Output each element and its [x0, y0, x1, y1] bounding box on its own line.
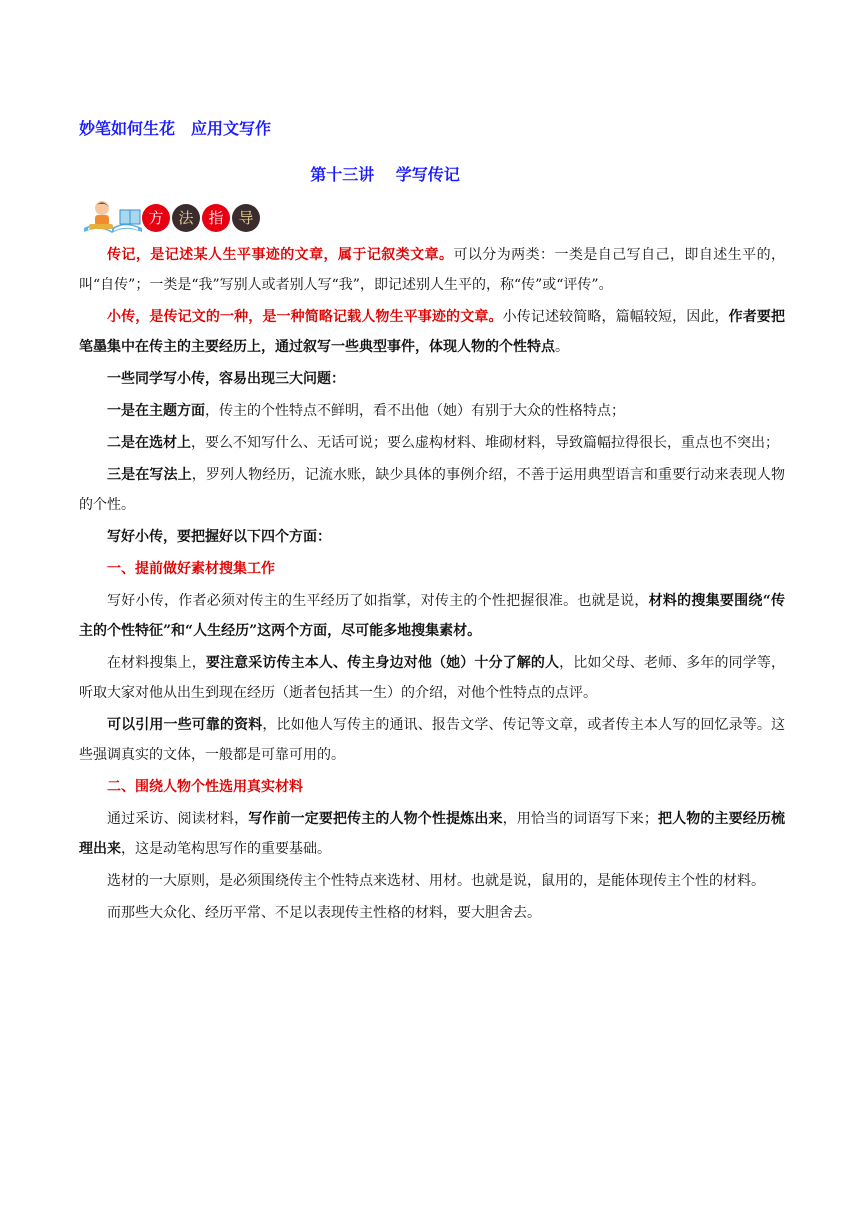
- text-run: 选材的一大原则，是必须围绕传主个性特点来选材、用材。也就是说，鼠用的，是能体现传主个性的材料。: [107, 873, 765, 889]
- text-run: 材料的搜集要围绕“传主的个性特征”和“人生经历”这两个方面，尽可能多地搜集素材。: [79, 593, 785, 639]
- method-guide-banner: [80, 198, 280, 238]
- text-run: ，这是动笔构思写作的重要基础。: [121, 841, 331, 857]
- text-run: ，要么不知写什么、无话可说；要么虚构材料、堆砌材料，导致篇幅拉得很长，重点也不突出；: [191, 435, 779, 451]
- text-run: 小传，是传记文的一种，是一种简略记载人物生平事迹的文章。: [107, 309, 503, 325]
- text-run: 一些同学写小传，容易出现三大问题：: [107, 371, 345, 387]
- paragraph: [79, 240, 785, 300]
- paragraph: [79, 804, 785, 864]
- text-run: 写作前一定要把传主的人物个性提炼出来: [248, 811, 503, 827]
- series-title: 妙笔如何生花 应用文写作: [79, 119, 272, 138]
- text-run: 二是在选材上: [107, 435, 191, 451]
- text-run: ，传主的个性特点不鲜明，看不出他（她）有别于大众的性格特点；: [205, 403, 625, 419]
- text-run: ，比如他人写传主的通讯、报告文学、传记等文章，或者传主本人写的回忆录等。这些强调真实的文体，一般都是可靠可用的。: [79, 717, 785, 763]
- paragraph: [79, 898, 785, 928]
- text-run: 作者要把笔墨集中在传主的主要经历上，通过叙写一些典型事件，体现人物的个性特点: [79, 309, 786, 355]
- paragraph: [79, 866, 785, 896]
- text-run: 三是在写法上: [107, 467, 192, 483]
- paragraph: [79, 364, 785, 394]
- text-run: 传记，是记述某人生平事迹的文章，属于记叙类文章。: [107, 247, 454, 263]
- text-run: 写好小传，作者必须对传主的生平经历了如指掌，对传主的个性把握很准。也就是说，: [107, 593, 649, 609]
- text-run: 通过采访、阅读材料，: [107, 811, 249, 827]
- banner-char-1: 方: [142, 204, 170, 232]
- paragraph: [79, 428, 785, 458]
- text-run: 把人物的主要经历梳理出来: [79, 811, 786, 857]
- text-run: 小传记述较简略，篇幅较短，因此，: [502, 309, 729, 325]
- section-heading: 二、围绕人物个性选用真实材料: [107, 779, 303, 795]
- paragraph: [79, 710, 785, 770]
- text-run: ，罗列人物经历，记流水账，缺少具体的事例介绍，不善于运用典型语言和重要行动来表现人物的个性。: [79, 467, 785, 513]
- paragraph: [79, 586, 785, 646]
- text-run: 可以分为两类：一类是自己写自己，即自述生平的，叫“自传”；一类是“我”写别人或者别人写“我”，即记述别人生平的，称“传”或“评传”。: [79, 247, 786, 293]
- paragraph: [79, 396, 785, 426]
- text-run: 要注意采访传主本人、传主身边对他（她）十分了解的人: [205, 655, 560, 671]
- banner-char-2: 法: [172, 204, 200, 232]
- paragraph: [79, 772, 785, 802]
- reading-child-icon: [80, 198, 146, 238]
- paragraph: [79, 522, 785, 552]
- paragraph: [79, 554, 785, 584]
- section-heading: 一、提前做好素材搜集工作: [107, 561, 275, 577]
- text-run: ，比如父母、老师、多年的同学等，听取大家对他从出生到现在经历（逝者包括其一生）的介绍，对他个性特点的点评。: [79, 655, 786, 701]
- lecture-title: 第十三讲 学写传记: [310, 165, 460, 184]
- banner-char-3: 指: [202, 204, 230, 232]
- article-body: [79, 240, 785, 930]
- text-run: 写好小传，要把握好以下四个方面：: [107, 529, 331, 545]
- paragraph: [79, 648, 785, 708]
- text-run: 而那些大众化、经历平常、不足以表现传主性格的材料，要大胆舍去。: [107, 905, 541, 921]
- paragraph: [79, 302, 785, 362]
- text-run: 在材料搜集上，: [107, 655, 206, 671]
- text-run: 一是在主题方面: [107, 403, 205, 419]
- text-run: ，用恰当的词语写下来；: [502, 811, 658, 827]
- text-run: 可以引用一些可靠的资料: [107, 717, 263, 733]
- text-run: 。: [555, 339, 569, 355]
- paragraph: [79, 460, 785, 520]
- banner-char-4: 导: [232, 204, 260, 232]
